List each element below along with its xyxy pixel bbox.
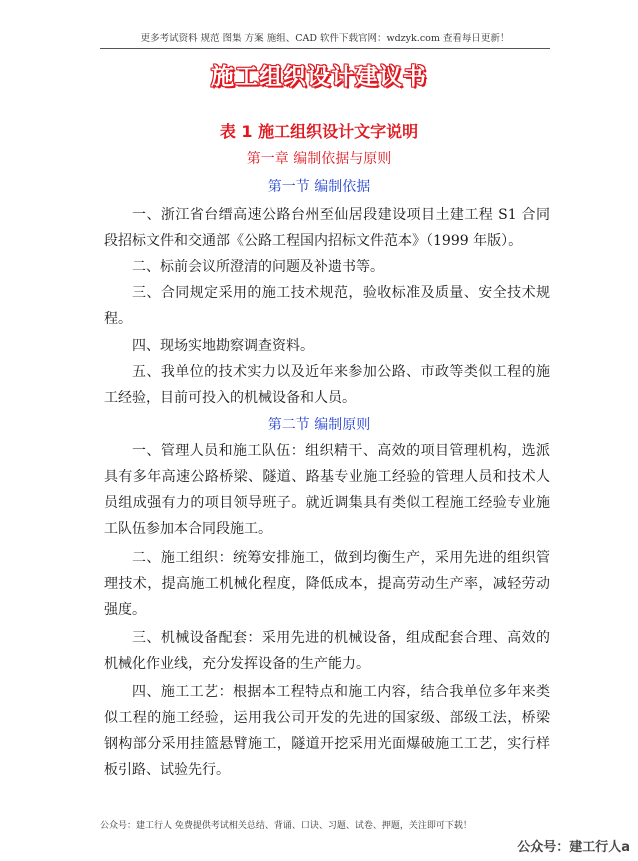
paragraph: 二、标前会议所澄清的问题及补遗书等。 (132, 259, 384, 275)
page-header-text: 更多考试资料 规范 图集 方案 施组、CAD 软件下载官网：wdzyk.com 查看每日更新！ (140, 33, 510, 44)
section-title-principles: 第二节 编制原则 (267, 417, 371, 433)
header-divider (100, 48, 550, 49)
document-title: 施工组织设计建议书 (211, 64, 427, 90)
paragraph: 四、施工工艺：根据本工程特点和施工内容，结合我单位多年来类似工程的施工经验，运用我公司开发的先进的国家级、部级工法，桥梁钢构部分采用挂篮悬臂施工，隧道开挖采用光面爆破施工工艺，实行样板引路、试验先行。 (104, 684, 550, 778)
paragraph: 一、管理人员和施工队伍：组织精干、高效的项目管理机构，选派具有多年高速公路桥梁、隧道、路基专业施工经验的管理人员和技术人员组成强有力的项目领导班子。就近调集具有类似工程施工经验专业施工队伍参加本合同段施工。 (104, 443, 550, 537)
table-title: 表 1 施工组织设计文字说明 (219, 122, 419, 141)
page-footer-text: 公众号：建工行人 免费提供考试相关总结、背诵、口诀、习题、试卷、押题，关注即可下载！ (100, 821, 472, 831)
chapter-title: 第一章 编制依据与原则 (246, 151, 392, 167)
paragraph: 一、浙江省台缙高速公路台州至仙居段建设项目土建工程 S1 合同段招标文件和交通部《公路工程国内招标文件范本》（1999 年版）。 (104, 207, 550, 249)
paragraph: 三、合同规定采用的施工技术规范，验收标准及质量、安全技术规程。 (104, 285, 550, 327)
paragraph: 四、现场实地勘察调查资料。 (132, 338, 314, 354)
section-title-basis: 第一节 编制依据 (267, 179, 371, 195)
watermark-text: 公众号：建工行人a (517, 840, 630, 855)
paragraph: 三、机械设备配套：采用先进的机械设备，组成配套合理、高效的机械化作业线，充分发挥设备的生产能力。 (104, 630, 550, 672)
paragraph: 二、施工组织：统筹安排施工，做到均衡生产，采用先进的组织管理技术，提高施工机械化程度，降低成本，提高劳动生产率，减轻劳动强度。 (104, 550, 550, 618)
paragraph: 五、我单位的技术实力以及近年来参加公路、市政等类似工程的施工经验，目前可投入的机械设备和人员。 (104, 364, 550, 406)
